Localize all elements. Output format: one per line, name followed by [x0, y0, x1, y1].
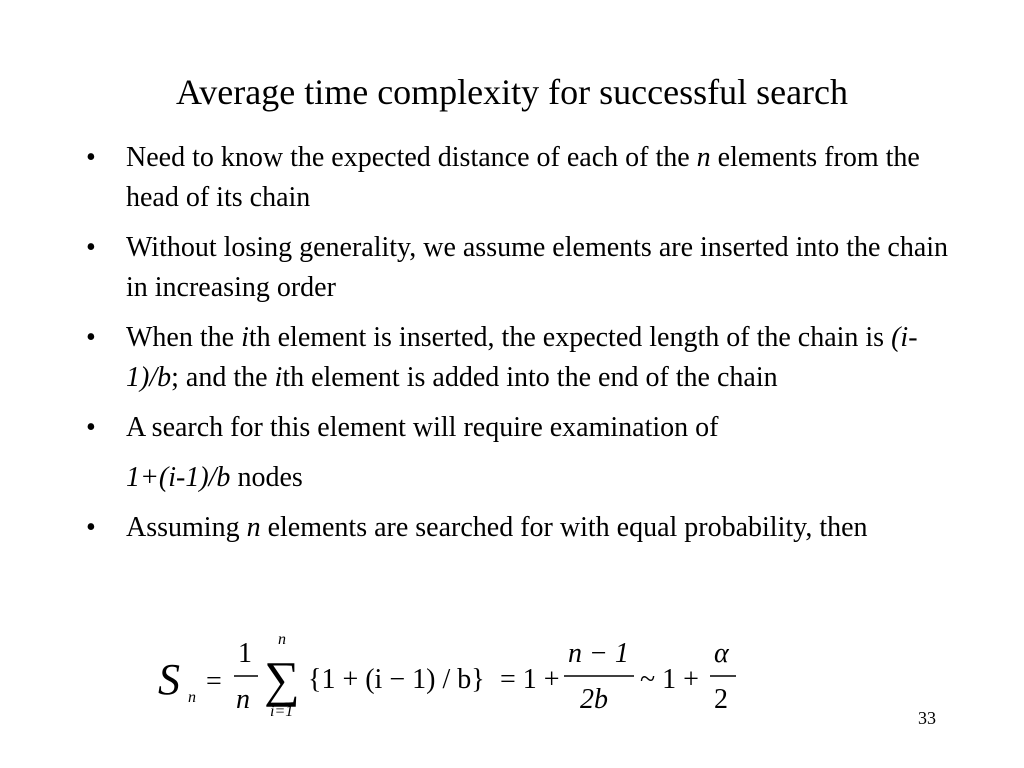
formula-frac1-numerator: 1: [238, 638, 252, 669]
bullet-continuation: [82, 458, 962, 498]
formula-approx: ~ 1 +: [640, 664, 699, 695]
bullet-marker: •: [86, 142, 96, 173]
bullet-list: [82, 138, 962, 558]
formula-frac1-denominator: n: [236, 684, 250, 715]
bullet-text: A search for this element will require examination of: [126, 412, 719, 443]
bullet-item: [82, 228, 962, 308]
formula-frac3-numerator: α: [714, 638, 729, 669]
bullet-text: Without losing generality, we assume elements are inserted into the chain in increasing order: [126, 232, 949, 303]
formula-lhs: S: [158, 655, 180, 704]
bullet-marker: •: [86, 412, 96, 443]
bullet-text: elements from the head of its chain: [126, 142, 920, 213]
bullet-marker: •: [86, 512, 96, 543]
formula-frac3-denominator: 2: [714, 684, 728, 715]
bullet-item: [82, 408, 962, 448]
formula-sum-sigma: ∑: [264, 651, 300, 707]
formula-sum-upper: n: [278, 631, 286, 648]
bullet-text: nodes: [230, 462, 303, 493]
bullet-text: ; and the: [171, 362, 275, 393]
bullet-marker: •: [86, 232, 96, 263]
bullet-italic-text: 1+(i-1)/b: [126, 462, 231, 493]
formula-equals-2: = 1 +: [500, 664, 560, 695]
bullet-text: th element is inserted, the expected length of the chain is: [248, 322, 892, 353]
bullet-item: [82, 508, 962, 548]
bullet-italic-text: (i-1)/b: [126, 322, 918, 393]
bullet-italic-text: i: [274, 362, 283, 393]
formula-lhs-subscript: n: [188, 689, 196, 706]
formula-frac2-numerator: n − 1: [568, 638, 629, 669]
bullet-text: th element is added into the end of the chain: [282, 362, 778, 393]
bullet-marker: •: [86, 322, 96, 353]
slide-title: Average time complexity for successful search: [175, 72, 849, 112]
formula-frac2-denominator: 2b: [580, 684, 608, 715]
bullet-italic-text: i: [241, 322, 249, 353]
bullet-text: When the: [126, 322, 242, 353]
bullet-text: elements are searched for with equal probability, then: [260, 512, 868, 543]
formula-equals-1: =: [206, 666, 222, 697]
bullet-item: [82, 138, 962, 218]
average-search-formula: [158, 628, 778, 724]
bullet-italic-text: n: [246, 512, 261, 543]
bullet-italic-text: n: [696, 142, 711, 173]
page-number: 33: [918, 708, 936, 728]
bullet-text: Need to know the expected distance of each of the: [126, 142, 697, 173]
formula-sum-body: {1 + (i − 1) / b}: [308, 664, 485, 695]
bullet-item: [82, 318, 962, 398]
bullet-text: Assuming: [126, 512, 247, 543]
formula-sum-lower: i=1: [270, 703, 294, 720]
